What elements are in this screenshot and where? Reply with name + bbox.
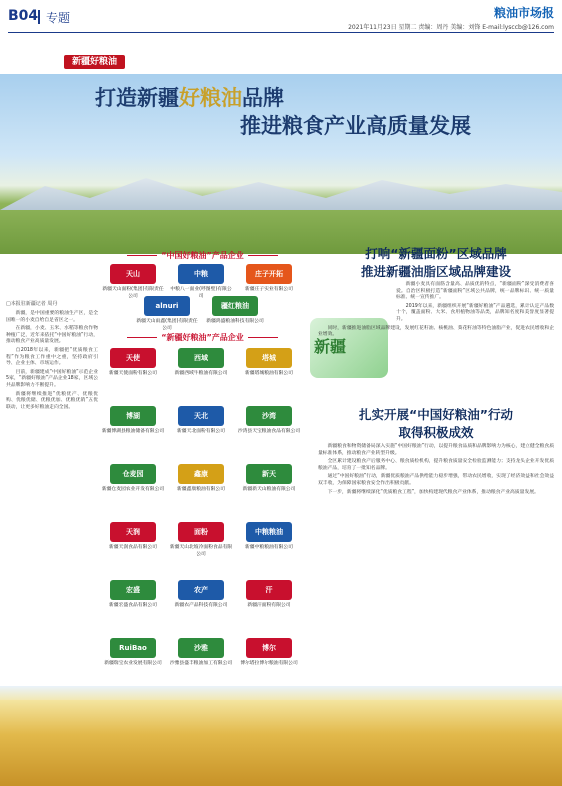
company-name: 新疆天润食品有限公司	[109, 545, 157, 550]
company-logo: 宏盛	[110, 580, 156, 600]
company-entry	[168, 580, 234, 610]
company-name: 新疆鑫康粮油有限公司	[177, 487, 225, 492]
article2-paragraph: 下一步，新疆将继续深化“优质粮食工程”，加快构建现代粮食产业体系，推动粮食产业高质量发展。	[327, 489, 539, 495]
campaign-logo: 新疆好粮油	[64, 55, 125, 69]
company-name: 沙湾县天宝粮油食品有限公司	[237, 429, 301, 434]
company-name: 博尔塔拉博尔粮油有限公司	[240, 661, 298, 666]
company-entry	[168, 348, 234, 378]
company-logo: 面粉	[178, 522, 224, 542]
date-line: 2021年11月23日 星期二 责编：周丹 美编：刘锋 E-mail:lysccb@126.com	[348, 24, 554, 31]
company-entry	[236, 638, 302, 668]
company-name: 新疆仓麦园农业开发有限公司	[101, 487, 165, 492]
company-logo: 中粮	[178, 264, 224, 284]
company-name: 新疆中粮粮油有限公司	[245, 545, 293, 550]
company-logo: 汗	[246, 580, 292, 600]
company-entry	[100, 348, 166, 378]
company-entry	[100, 464, 166, 494]
header-divider	[38, 10, 40, 24]
company-name: 新疆汗面粉有限公司	[247, 603, 291, 608]
headline-pre: 打造新疆	[95, 85, 179, 110]
company-name: 新疆新天山粮油有限公司	[242, 487, 296, 492]
company-logo: 仓麦园	[110, 464, 156, 484]
company-entry	[100, 406, 166, 436]
article1-body	[318, 282, 554, 341]
page-number: B04	[8, 8, 39, 24]
article2-paragraph: 新疆粮食和物资储备局深入实施“中国好粮油”行动，以提升粮食品质和品牌影响力为核心，建立健全粮食质量标准体系，推动粮食产业转型升级。	[318, 444, 554, 456]
headline-line1	[95, 82, 284, 112]
company-logo: 博尔	[246, 638, 292, 658]
newspaper-brand: 粮油市场报	[493, 6, 554, 20]
article1-paragraph: 新疆小麦具有面筋含量高、品质优的特点，“新疆面粉”深受消费者喜爱。自治区积极打造“新疆面粉”区域公共品牌，统一品牌标识、统一质量标准、统一宣传推广。	[396, 282, 554, 301]
company-logo: 博湖	[110, 406, 156, 426]
section-name: 专题	[46, 11, 71, 25]
company-name: 新疆鸿盛粮油科技有限公司	[206, 319, 264, 324]
company-entry	[236, 348, 302, 378]
company-logo: 西域	[178, 348, 224, 368]
company-entry	[168, 264, 234, 300]
company-logo: 鑫康	[178, 464, 224, 484]
article1-title-line1: 打响“新疆面粉”区域品牌	[365, 246, 507, 261]
left-paragraph: 新疆将继续推进“优粮优产、优粮优购、优粮优储、优粮优加、优粮优销”五优联动，让更多好粮油走向全国。	[6, 391, 98, 410]
panel-title-top: “中国好粮油”产品企业	[100, 250, 305, 262]
article2-body	[318, 444, 554, 498]
company-entry	[168, 638, 234, 668]
company-logo: 新天	[246, 464, 292, 484]
company-logo: RuiBao	[110, 638, 156, 658]
oil-graphic-label: 新疆	[314, 337, 347, 356]
left-column-article	[6, 300, 98, 413]
company-entry	[236, 522, 302, 552]
hero-banner	[0, 74, 562, 254]
left-paragraph: 自2018年以来，新疆把“优质粮食工程”作为粮食工作重中之重，坚持政府引导、企业主体、市场运作。	[6, 347, 98, 367]
company-entry	[168, 464, 234, 494]
company-name: 中粮八一面业(呼图壁)有限公司	[170, 287, 232, 299]
article2-title-line1: 扎实开展“中国好粮油”行动	[359, 407, 513, 422]
left-paragraph: 在新疆，小麦、玉米、水稻等粮食作物种植广泛，近年来依托“中国好粮油”行动，推动粮食产业高质量发展。	[6, 326, 98, 345]
company-logo: 沙湾	[246, 406, 292, 426]
company-name: 新疆天山面粉(集团)有限责任公司	[102, 287, 164, 299]
page-header	[0, 0, 562, 52]
company-name: 新疆塔城粮油有限公司	[245, 371, 293, 376]
headline-emphasis: 好粮油	[179, 85, 242, 110]
article1-title-line2: 推进新疆油脂区域品牌建设	[360, 264, 511, 279]
company-entry	[236, 264, 302, 294]
article1-paragraph: 同时，新疆推进油脂区域品牌建设，发展红花籽油、核桃油、葵花籽油等特色油脂产业，促进农民增收和企业增效。	[318, 325, 554, 338]
company-entry	[134, 296, 200, 332]
company-entry	[236, 580, 302, 610]
article2-paragraph: 通过“中国好粮油”行动，新疆优质粮油产品供给能力稳步增强，带动农民增收，实现了经济效益和社会效益双丰收，为保障国家粮食安全作出积极贡献。	[318, 474, 554, 486]
wheat-field-image	[0, 700, 562, 786]
company-name: 新疆农产品科技有限公司	[174, 603, 228, 608]
company-name: 新疆天山北坡冷面粉食品有限公司	[169, 545, 233, 557]
company-entry	[168, 406, 234, 436]
company-logo: 庄子开拓	[246, 264, 292, 284]
company-name: 新疆天山雨鑫(集团)有限责任公司	[136, 319, 198, 331]
company-logo: 沙雅	[178, 638, 224, 658]
company-entry	[100, 264, 166, 300]
company-entry	[100, 638, 166, 668]
company-logo: alnuri	[144, 296, 190, 316]
company-entry	[236, 464, 302, 494]
company-entry	[168, 522, 234, 558]
company-entry	[236, 406, 302, 436]
company-name: 新疆庄子实业有限公司	[245, 287, 293, 292]
company-name: 新疆西域牛粮油有限公司	[174, 371, 228, 376]
company-logo: 天润	[110, 522, 156, 542]
company-name: 沙雅县盛丰粮油加工有限公司	[169, 661, 233, 666]
article2-title-line2: 取得积极成效	[398, 425, 474, 440]
company-name: 新疆博湖县粮油储备有限公司	[101, 429, 165, 434]
company-name: 新疆天使面粉有限公司	[109, 371, 157, 376]
company-entry	[100, 522, 166, 552]
article1-paragraph: 2019年以来，新疆组织开展“新疆好粮油”产品遴选，累计认定产品数十个，覆盖面粉、大米、食用植物油等品类，品牌知名度和美誉度显著提升。	[396, 303, 554, 322]
company-logo: 中粮粮油	[246, 522, 292, 542]
company-name: 新疆天北面粉有限公司	[177, 429, 225, 434]
headline-line2: 推进粮食产业高质量发展	[240, 113, 471, 138]
article2-paragraph: 全区累计建设粮食产后服务中心、粮食质检机构，提升粮食质量安全检验监测能力；支持龙头企业开发优质粮油产品，培育了一批知名品牌。	[318, 459, 554, 471]
company-name: 新疆宏盛食品有限公司	[109, 603, 157, 608]
panel-title-bottom: “新疆好粮油”产品企业	[100, 332, 305, 344]
left-paragraph: 目前，新疆建成“中国好粮油”示范企业5家，“新疆好粮油”产品企业18家，区域公共品牌影响力不断提升。	[6, 369, 98, 388]
company-entry	[202, 296, 268, 326]
byline: □本报驻新疆记者 周丹	[6, 301, 58, 307]
left-paragraph: 新疆，是中国重要的粮油生产区，是全国唯一的小麦自给自足省区之一。	[6, 311, 98, 323]
company-name: 新疆瑞宝农业发展有限公司	[104, 661, 162, 666]
company-logo: 农产	[178, 580, 224, 600]
headline-post: 品牌	[242, 85, 284, 110]
company-logo: 塔城	[246, 348, 292, 368]
company-logo: 天北	[178, 406, 224, 426]
header-rule	[8, 32, 554, 33]
company-entry	[100, 580, 166, 610]
company-logo: 疆红粮油	[212, 296, 258, 316]
company-logo: 天山	[110, 264, 156, 284]
company-logo: 天使	[110, 348, 156, 368]
mountain-graphic	[0, 170, 562, 210]
